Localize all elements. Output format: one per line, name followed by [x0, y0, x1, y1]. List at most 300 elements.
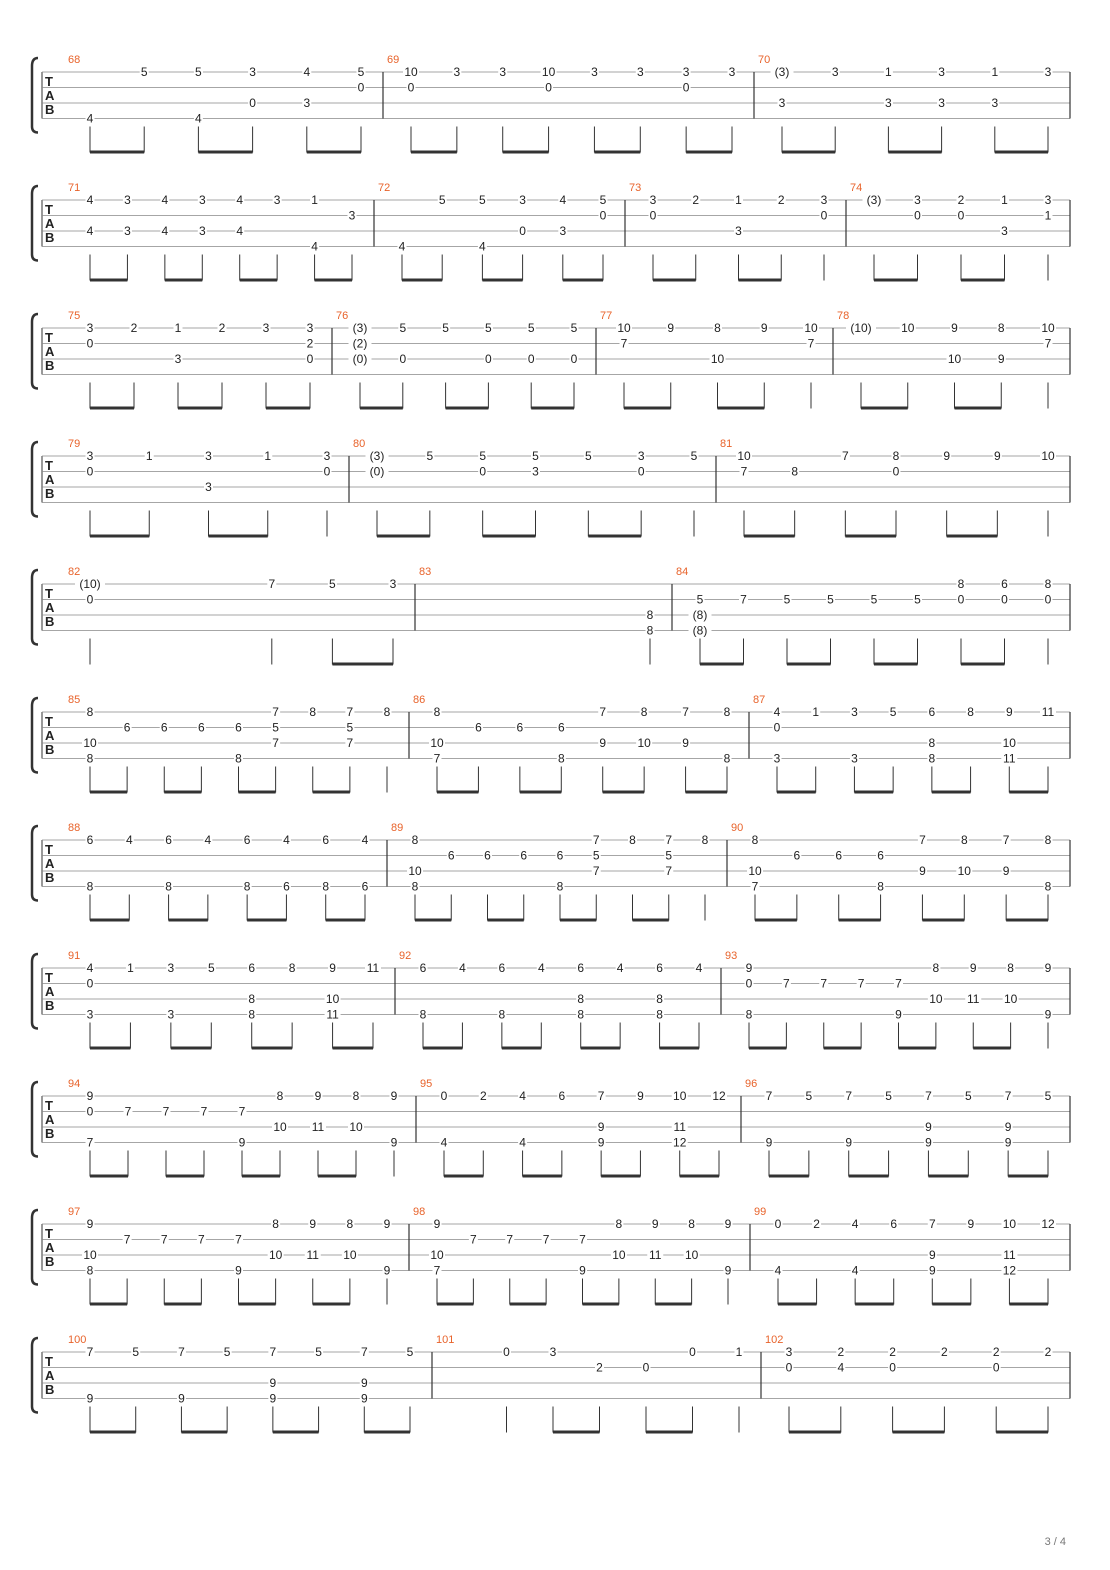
- fret-number: 10: [673, 1089, 687, 1103]
- fret-number: 0: [1044, 592, 1052, 607]
- tab-clef-letter: B: [45, 742, 55, 757]
- note-beam: [90, 535, 149, 538]
- fret-number: 4: [86, 961, 94, 975]
- note-beam: [778, 1303, 817, 1306]
- fret-number: 0: [637, 464, 645, 479]
- fret-number: 3: [306, 321, 314, 335]
- fret-number: 5: [442, 321, 449, 335]
- fret-number: 8: [352, 1089, 360, 1103]
- fret-number: (2): [352, 336, 368, 351]
- note-beam: [247, 919, 286, 922]
- note-beam: [242, 1175, 280, 1178]
- measure-number: 72: [378, 182, 391, 194]
- fret-number: 10: [268, 1248, 283, 1262]
- fret-number: 10: [804, 321, 818, 335]
- fret-number: 3: [532, 464, 539, 479]
- fret-number: 8: [1044, 577, 1052, 591]
- fret-number: 9: [765, 1135, 773, 1150]
- measure-number: 74: [850, 182, 863, 194]
- fret-number: 10: [737, 449, 751, 463]
- fret-number: 10: [617, 321, 631, 335]
- fret-number: 5: [207, 961, 215, 975]
- fret-number: 9: [86, 1089, 94, 1103]
- fret-number: 10: [612, 1248, 626, 1262]
- fret-number: 8: [892, 449, 900, 463]
- note-beam: [839, 919, 881, 922]
- fret-number: 9: [895, 1007, 902, 1022]
- fret-number: 0: [503, 1345, 510, 1359]
- note-beam: [520, 791, 561, 794]
- fret-number: 11: [306, 1248, 319, 1262]
- fret-number: 10: [748, 864, 762, 878]
- fret-number: 9: [993, 449, 1001, 463]
- fret-number: 0: [527, 352, 535, 366]
- note-beam: [718, 407, 765, 410]
- note-beam: [437, 1303, 473, 1306]
- fret-number: 3: [124, 224, 131, 238]
- fret-number: 10: [430, 736, 444, 750]
- fret-number: 5: [599, 193, 607, 207]
- fret-number: 7: [845, 1089, 853, 1103]
- fret-number: 6: [198, 720, 205, 735]
- fret-number: 3: [303, 96, 311, 110]
- fret-number: 5: [479, 449, 487, 463]
- fret-number: 8: [997, 321, 1005, 335]
- fret-number: 9: [360, 1391, 368, 1406]
- note-beam: [164, 791, 201, 794]
- fret-number: 6: [165, 833, 172, 847]
- fret-number: 2: [306, 336, 314, 351]
- fret-number: 4: [195, 111, 202, 126]
- fret-number: 9: [745, 961, 753, 975]
- fret-number: 8: [723, 705, 731, 719]
- fret-number: 3: [167, 1007, 175, 1022]
- fret-number: 2: [813, 1217, 820, 1231]
- fret-number: 9: [597, 1120, 605, 1134]
- measure-number: 80: [353, 438, 366, 450]
- fret-number: (8): [692, 623, 708, 638]
- fret-number: 3: [778, 96, 786, 110]
- note-beam: [855, 1303, 894, 1306]
- fret-number: 7: [269, 1345, 277, 1359]
- measure-number: 68: [68, 54, 81, 66]
- fret-number: 10: [1041, 321, 1055, 335]
- fret-number: 6: [248, 961, 256, 975]
- fret-number: 6: [123, 720, 131, 735]
- note-beam: [360, 407, 403, 410]
- fret-number: 0: [957, 208, 965, 223]
- fret-number: 3: [938, 65, 945, 79]
- note-beam: [789, 1431, 841, 1434]
- fret-number: 9: [724, 1217, 732, 1231]
- note-beam: [90, 919, 129, 922]
- fret-number: 10: [349, 1120, 363, 1134]
- tab-clef-letter: B: [45, 1254, 55, 1269]
- fret-number: 10: [1002, 736, 1016, 750]
- tab-clef-letter: A: [45, 600, 55, 615]
- fret-number: 9: [760, 321, 768, 335]
- fret-number: 0: [570, 352, 578, 366]
- measure-number: 90: [731, 822, 744, 834]
- fret-number: 0: [323, 464, 331, 479]
- fret-number: (8): [692, 608, 708, 622]
- fret-number: 3: [637, 449, 645, 463]
- fret-number: 4: [361, 833, 369, 847]
- fret-number: 5: [438, 193, 446, 207]
- note-beam: [411, 151, 457, 154]
- fret-number: 9: [925, 1135, 932, 1150]
- fret-number: 8: [411, 833, 419, 847]
- fret-number: 2: [777, 193, 785, 207]
- fret-number: 6: [235, 720, 242, 735]
- fret-number: 4: [519, 1135, 526, 1150]
- fret-number: 9: [724, 1263, 732, 1278]
- fret-number: 2: [130, 321, 138, 335]
- note-beam: [560, 919, 596, 922]
- tab-clef-letter: B: [45, 1382, 55, 1397]
- fret-number: 8: [557, 751, 565, 766]
- tab-clef-letter: A: [45, 1112, 55, 1127]
- fret-number: 7: [272, 736, 279, 750]
- fret-number: 5: [132, 1345, 140, 1359]
- fret-number: 9: [178, 1391, 185, 1406]
- fret-number: 5: [272, 720, 279, 735]
- fret-number: (3): [369, 449, 385, 463]
- measure-number: 97: [68, 1206, 81, 1218]
- fret-number: 9: [390, 1089, 398, 1103]
- fret-number: 9: [597, 1135, 605, 1150]
- fret-number: 4: [125, 833, 133, 847]
- fret-number: 1: [1044, 208, 1052, 223]
- fret-number: 0: [399, 352, 407, 366]
- note-beam: [947, 535, 998, 538]
- fret-number: 10: [637, 736, 651, 750]
- fret-number: 6: [322, 833, 330, 847]
- fret-number: 9: [919, 864, 926, 878]
- note-beam: [510, 1303, 546, 1306]
- fret-number: 3: [549, 1345, 557, 1359]
- fret-number: 5: [696, 592, 704, 607]
- fret-number: 8: [498, 1007, 506, 1022]
- fret-number: 10: [1002, 1217, 1017, 1231]
- note-beam: [181, 1431, 227, 1434]
- fret-number: 10: [273, 1120, 287, 1134]
- fret-number: 5: [426, 449, 434, 463]
- fret-number: 3: [174, 352, 182, 366]
- fret-number: 9: [314, 1089, 322, 1103]
- note-beam: [588, 535, 641, 538]
- fret-number: 8: [646, 623, 654, 638]
- system-bracket: [32, 698, 38, 773]
- fret-number: 2: [1044, 1345, 1052, 1359]
- fret-number: 7: [895, 976, 902, 991]
- fret-number: 8: [928, 736, 936, 750]
- fret-number: 7: [1044, 336, 1052, 351]
- fret-number: 4: [559, 193, 567, 207]
- fret-number: 9: [433, 1217, 441, 1231]
- measure-number: 77: [600, 310, 613, 322]
- fret-number: 8: [932, 961, 940, 975]
- fret-number: 7: [665, 864, 673, 878]
- fret-number: 0: [689, 1345, 696, 1359]
- measure-number: 76: [336, 310, 349, 322]
- fret-number: 9: [599, 736, 607, 750]
- fret-number: 9: [967, 1217, 975, 1231]
- note-beam: [922, 919, 964, 922]
- tab-clef-letter: B: [45, 870, 55, 885]
- fret-number: 12: [1002, 1263, 1017, 1278]
- fret-number: 6: [1001, 577, 1008, 591]
- fret-number: 7: [346, 705, 354, 719]
- fret-number: 6: [890, 1217, 898, 1231]
- fret-number: 5: [223, 1345, 231, 1359]
- fret-number: 2: [479, 1089, 487, 1103]
- fret-number: (0): [352, 352, 368, 366]
- note-beam: [318, 1175, 356, 1178]
- tab-clef-letter: A: [45, 728, 55, 743]
- note-beam: [313, 1303, 350, 1306]
- tab-clef-letter: A: [45, 984, 55, 999]
- fret-number: 9: [928, 1248, 936, 1262]
- fret-number: 5: [964, 1089, 972, 1103]
- fret-number: 4: [303, 65, 311, 79]
- note-beam: [90, 151, 144, 154]
- system-bracket: [32, 954, 38, 1029]
- note-beam: [854, 791, 893, 794]
- note-beam: [874, 663, 918, 666]
- note-beam: [165, 279, 202, 282]
- fret-number: 9: [925, 1120, 932, 1134]
- fret-number: 7: [433, 751, 441, 766]
- measure-number: 79: [68, 438, 81, 450]
- note-beam: [553, 1431, 600, 1434]
- system-bracket: [32, 314, 38, 389]
- note-beam: [90, 1175, 128, 1178]
- fret-number: 7: [820, 976, 828, 991]
- fret-number: 5: [479, 193, 486, 207]
- fret-number: 8: [646, 608, 654, 622]
- fret-number: 0: [649, 208, 657, 223]
- fret-number: (3): [352, 321, 368, 335]
- fret-number: 1: [885, 65, 892, 79]
- fret-number: 8: [615, 1217, 623, 1231]
- fret-number: 3: [1001, 224, 1008, 238]
- note-beam: [739, 279, 782, 282]
- note-beam: [1008, 1175, 1048, 1178]
- measure-number: 92: [399, 950, 412, 962]
- fret-number: 11: [1003, 751, 1016, 766]
- note-beam: [700, 663, 744, 666]
- fret-number: 8: [346, 1217, 354, 1231]
- measure-number: 84: [676, 566, 689, 578]
- fret-number: 8: [248, 992, 256, 1006]
- measure-number: 94: [68, 1078, 81, 1090]
- note-beam: [502, 1047, 541, 1050]
- measure-number: 93: [725, 950, 738, 962]
- fret-number: 6: [835, 848, 843, 863]
- fret-number: 7: [592, 833, 600, 847]
- note-beam: [603, 791, 644, 794]
- system-bracket: [32, 1082, 38, 1157]
- fret-number: 8: [577, 992, 585, 1006]
- note-beam: [655, 1303, 691, 1306]
- fret-number: 2: [218, 321, 226, 335]
- fret-number: 11: [311, 1120, 325, 1134]
- note-beam: [313, 791, 350, 794]
- fret-number: 4: [398, 239, 406, 254]
- fret-number: 7: [124, 1104, 132, 1119]
- fret-number: 8: [791, 464, 799, 479]
- fret-number: 3: [262, 321, 270, 335]
- fret-number: 4: [479, 239, 486, 254]
- measure-number: 73: [629, 182, 642, 194]
- fret-number: 8: [656, 992, 663, 1006]
- fret-number: 5: [1044, 1089, 1052, 1103]
- note-beam: [633, 919, 669, 922]
- fret-number: 3: [885, 96, 892, 110]
- fret-number: 4: [86, 224, 94, 238]
- fret-number: 7: [925, 1089, 932, 1103]
- fret-number: 5: [357, 65, 365, 79]
- fret-number: 1: [991, 65, 999, 79]
- measure-number: 91: [68, 950, 81, 962]
- fret-number: (10): [79, 577, 101, 591]
- fret-number: 9: [1044, 1007, 1052, 1022]
- fret-number: 8: [288, 961, 296, 975]
- fret-number: 4: [440, 1135, 448, 1150]
- note-beam: [273, 1431, 319, 1434]
- fret-number: 8: [701, 833, 709, 847]
- fret-number: 6: [520, 848, 528, 863]
- measure-number: 86: [413, 694, 426, 706]
- fret-number: 8: [86, 751, 94, 766]
- fret-number: 0: [479, 464, 487, 479]
- fret-number: 2: [941, 1345, 948, 1359]
- fret-number: 7: [919, 833, 926, 847]
- fret-number: 1: [145, 449, 153, 463]
- fret-number: 6: [419, 961, 427, 975]
- fret-number: 2: [992, 1345, 1000, 1359]
- fret-number: 9: [1005, 705, 1013, 719]
- fret-number: 7: [592, 864, 600, 878]
- fret-number: 5: [346, 720, 354, 735]
- system-bracket: [32, 826, 38, 901]
- fret-number: 6: [498, 961, 506, 975]
- measure-number: 69: [387, 54, 400, 66]
- fret-number: 5: [805, 1089, 813, 1103]
- fret-number: 10: [929, 992, 943, 1006]
- measure-number: 101: [436, 1334, 455, 1346]
- measure-number: 75: [68, 310, 81, 322]
- fret-number: 6: [558, 1089, 566, 1103]
- fret-number: 11: [1041, 705, 1055, 719]
- fret-number: 9: [845, 1135, 853, 1150]
- tab-clef-letter: B: [45, 486, 55, 501]
- measure-number: 99: [754, 1206, 767, 1218]
- fret-number: 10: [343, 1248, 357, 1262]
- note-beam: [307, 151, 361, 154]
- note-beam: [874, 279, 918, 282]
- tab-clef-letter: A: [45, 1240, 55, 1255]
- fret-number: 5: [485, 321, 492, 335]
- measure-number: 81: [720, 438, 733, 450]
- fret-number: 7: [200, 1104, 208, 1119]
- fret-number: 7: [433, 1263, 441, 1278]
- fret-number: 8: [928, 751, 936, 766]
- fret-number: 6: [556, 848, 564, 863]
- note-beam: [198, 151, 252, 154]
- fret-number: 11: [326, 1007, 339, 1022]
- fret-number: 9: [269, 1391, 277, 1406]
- fret-number: 3: [559, 224, 567, 238]
- note-beam: [581, 1047, 620, 1050]
- fret-number: 3: [249, 65, 256, 79]
- fret-number: 4: [773, 705, 781, 719]
- fret-number: 3: [389, 577, 397, 591]
- measure-number: 100: [68, 1334, 87, 1346]
- fret-number: 6: [283, 879, 290, 894]
- fret-number: 10: [947, 352, 962, 366]
- fret-number: 9: [951, 321, 958, 335]
- note-beam: [178, 407, 222, 410]
- fret-number: 5: [195, 65, 202, 79]
- fret-number: (3): [866, 193, 882, 207]
- fret-number: 0: [86, 976, 94, 991]
- fret-number: 11: [673, 1120, 686, 1134]
- note-beam: [402, 279, 442, 282]
- system-bracket: [32, 58, 38, 133]
- fret-number: 7: [665, 833, 673, 847]
- note-beam: [955, 407, 1002, 410]
- fret-number: 8: [433, 705, 441, 719]
- fret-number: 4: [851, 1217, 859, 1231]
- fret-number: 8: [714, 321, 721, 335]
- fret-number: 9: [928, 1263, 936, 1278]
- fret-number: 7: [470, 1232, 477, 1247]
- fret-number: 7: [841, 449, 849, 463]
- tab-clef-letter: A: [45, 472, 55, 487]
- fret-number: 3: [86, 321, 94, 335]
- fret-number: 8: [1044, 879, 1052, 894]
- fret-number: 7: [857, 976, 865, 991]
- fret-number: 3: [773, 751, 781, 766]
- fret-number: 9: [943, 449, 951, 463]
- fret-number: 7: [268, 577, 276, 591]
- fret-number: 6: [577, 961, 585, 975]
- fret-number: 5: [140, 65, 148, 79]
- fret-number: 7: [579, 1232, 586, 1247]
- fret-number: 0: [914, 208, 921, 223]
- fret-number: 9: [269, 1376, 277, 1390]
- fret-number: 8: [745, 1007, 753, 1022]
- tab-clef-letter: A: [45, 216, 55, 231]
- fret-number: 4: [519, 1089, 526, 1103]
- fret-number: (0): [369, 464, 385, 479]
- fret-number: 11: [366, 961, 380, 975]
- fret-number: 10: [430, 1248, 444, 1262]
- fret-number: 7: [162, 1104, 170, 1119]
- note-beam: [749, 1047, 786, 1050]
- tab-clef-letter: T: [45, 1098, 53, 1113]
- fret-number: 3: [205, 449, 212, 463]
- fret-number: 4: [695, 961, 703, 975]
- fret-number: 8: [322, 879, 330, 894]
- fret-number: 8: [419, 1007, 427, 1022]
- note-beam: [744, 535, 795, 538]
- fret-number: 9: [390, 1135, 398, 1150]
- fret-number: 3: [728, 65, 736, 79]
- note-beam: [90, 1303, 127, 1306]
